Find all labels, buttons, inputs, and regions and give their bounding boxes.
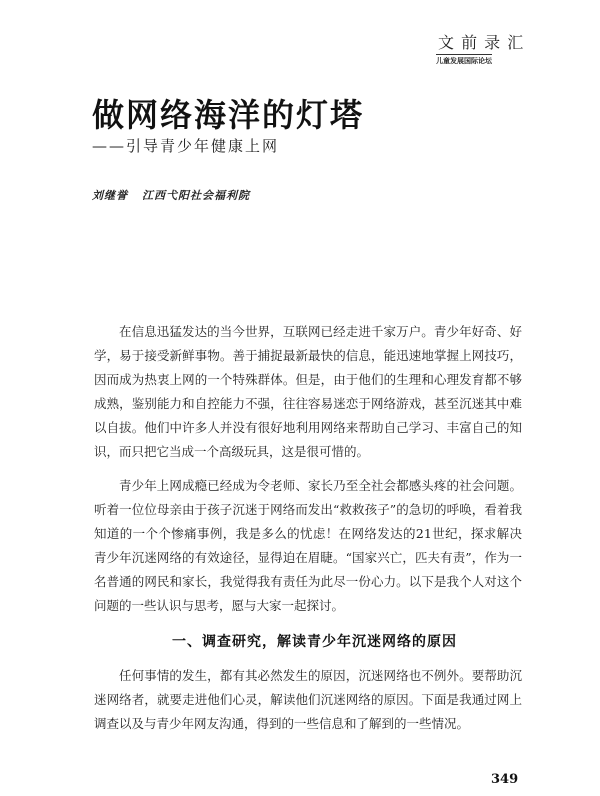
body-paragraph: 青少年上网成瘾已经成为令老师、家长乃至全社会都感头疼的社会问题。听着一位位母亲由于孩子沉迷于网络而发出“救救孩子”的急切的呼唤，看着我知道的一个个惨痛事例，我是多么的忧虑！在网络发达的21世纪，探求解决青少年沉迷网络的有效途径，显得迫在眉睫。“国家兴亡，匹夫有责”，作为一名普通的网民和家长，我觉得我有责任为此尽一份心力。以下是我个人对这个问题的一些认识与思考，愿与大家一起探讨。	[94, 478, 522, 613]
publication-logo	[434, 30, 525, 70]
body-paragraph: 在信息迅猛发达的当今世界，互联网已经走进千家万户。青少年好奇、好学，易于接受新鲜事物。善于捕捉最新最快的信息，能迅速地掌握上网技巧，因而成为热衷上网的一个特殊群体。但是，由于他们的生理和心理发育都不够成熟，鉴别能力和自控能力不强，往往容易迷恋于网络游戏，甚至沉迷其中难以自拔。他们中许多人并没有很好地利用网络来帮助自己学习、丰富自己的知识，而只把它当成一个高级玩具，这是很可惜的。	[94, 324, 522, 459]
article-subtitle: ——引导青少年健康上网	[92, 137, 280, 155]
logo-glyphs: 文 前 录 汇	[438, 33, 525, 52]
section-heading: 一、调查研究，解读青少年沉迷网络的原因	[172, 634, 457, 650]
author-name: 刘继誉	[92, 189, 128, 202]
article-title: 做网络海洋的灯塔	[92, 96, 365, 134]
author-organization: 江西弋阳社会福利院	[142, 189, 250, 202]
section-paragraph: 任何事情的发生，都有其必然发生的原因，沉迷网络也不例外。要帮助沉迷网络者，就要走进他们心灵，解读他们沉迷网络的原因。下面是我通过网上调查以及与青少年网友沟通，得到的一些信息和了解到的一些情况。	[94, 668, 522, 731]
page-number: 349	[491, 772, 519, 787]
author-line	[92, 187, 250, 203]
logo-subtitle: 儿童发展国际论坛	[436, 54, 492, 66]
